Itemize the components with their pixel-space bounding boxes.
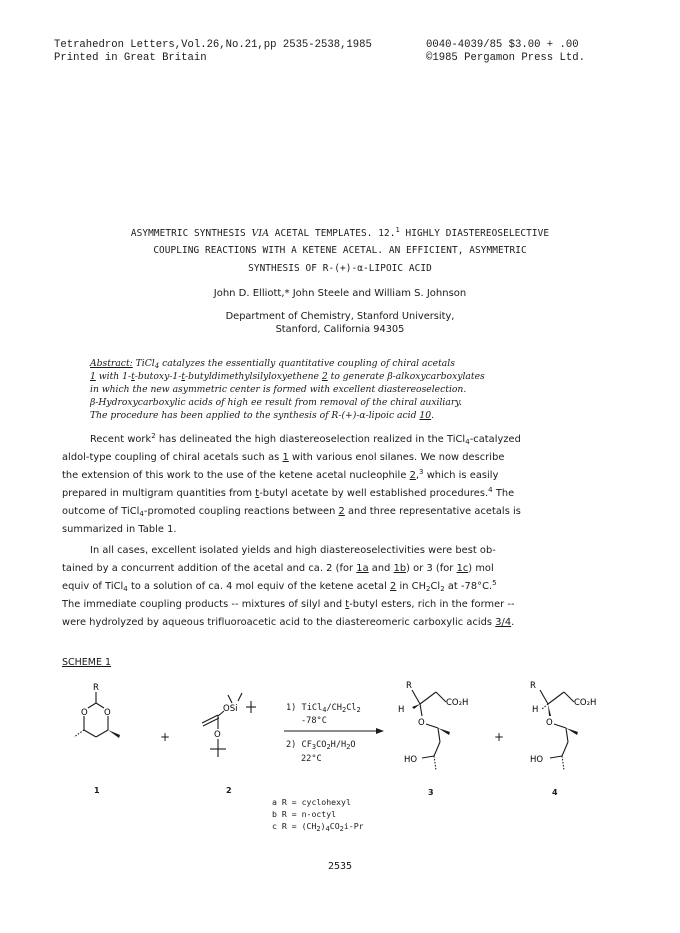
atom-ho: HO	[404, 755, 418, 765]
printed-in: Printed in Great Britain	[54, 52, 207, 64]
compound-2-structure	[196, 683, 266, 773]
compound-label-1: 1	[94, 786, 100, 795]
legend-b: b R = n-octyl	[272, 809, 337, 819]
para1-line-6: summarized in Table 1.	[62, 524, 177, 535]
compound-4-structure	[524, 678, 624, 778]
title-line-3: SYNTHESIS OF R-(+)-α-LIPOIC ACID	[248, 263, 432, 274]
para2-line-3: equiv of TiCl$_4$ to a solution of ca. 4 mol equiv of the ketene acetal 2 in $CH_2Cl_2$ at -78°C.$^5$	[62, 579, 497, 593]
title-line-2: COUPLING REACTIONS WITH A KETENE ACETAL. AN EFFICIENT, ASYMMETRIC	[153, 245, 527, 256]
para2-line-4: The immediate coupling products -- mixtures of silyl and t-butyl esters, rich in the former --	[62, 599, 515, 610]
journal-citation: Tetrahedron Letters,Vol.26,No.21,pp 2535-2538,1985	[54, 39, 372, 51]
issn-price: 0040-4039/85 $3.00 + .00	[426, 39, 579, 51]
authors: John D. Elliott,* John Steele and William S. Johnson	[213, 288, 467, 299]
atom-o: O	[418, 718, 425, 728]
condition-1: 1) $TiCl_4/CH_2Cl_2$	[286, 703, 361, 714]
abstract-line-1: Abstract: TiCl$_4$ catalyzes the essentially quantitative coupling of chiral acetals	[90, 358, 455, 370]
legend-a: a R = cyclohexyl	[272, 797, 351, 807]
compound-label-2: 2	[226, 786, 232, 795]
affiliation-line-2: Stanford, California 94305	[275, 324, 405, 335]
compound-label-4: 4	[552, 788, 558, 797]
abstract-line-4: β-Hydroxycarboxylic acids of high ee result from removal of the chiral auxiliary.	[90, 397, 463, 408]
para2-line-5: were hydrolyzed by aqueous trifluoroacetic acid to the diastereomeric carboxylic acids 3/4.	[62, 617, 515, 628]
atom-co2h: CO₂H	[446, 698, 469, 708]
atom-o: O	[104, 708, 111, 718]
atom-co2h: CO₂H	[574, 698, 597, 708]
para1-line-4: prepared in multigram quantities from t-butyl acetate by well established procedures.$^4$ The	[62, 486, 515, 499]
condition-2-temp: 22°C	[301, 754, 322, 764]
compound-label-3: 3	[428, 788, 434, 797]
abstract-line-5: The procedure has been applied to the synthesis of R-(+)-α-lipoic acid 10.	[90, 410, 435, 421]
page-number: 2535	[327, 861, 353, 872]
atom-h: H	[532, 705, 539, 715]
copyright: ©1985 Pergamon Press Ltd.	[426, 52, 585, 64]
reaction-arrow	[284, 726, 384, 736]
plus-sign: +	[160, 730, 171, 744]
atom-o: O	[214, 730, 221, 740]
atom-osi: OSi	[223, 704, 238, 714]
para1-line-2: aldol-type coupling of chiral acetals such as 1 with various enol silanes. We now describe	[62, 452, 505, 463]
plus-sign: +	[494, 730, 505, 744]
atom-o: O	[546, 718, 553, 728]
condition-2: 2) $CF_3CO_2H/H_2O$	[286, 740, 356, 751]
atom-h: H	[398, 705, 405, 715]
atom-r: R	[406, 681, 412, 691]
abstract-label: Abstract:	[90, 358, 133, 369]
atom-o: O	[81, 708, 88, 718]
abstract-line-3: in which the new asymmetric center is formed with excellent diastereoselection.	[90, 384, 467, 395]
para1-line-3: the extension of this work to the use of the ketene acetal nucleophile 2,$^3$ which is easily	[62, 468, 499, 481]
affiliation-line-1: Department of Chemistry, Stanford University,	[225, 311, 455, 322]
atom-r: R	[93, 683, 99, 693]
para1-line-5: outcome of TiCl$_4$-promoted coupling reactions between 2 and three representative acetals is	[62, 506, 521, 518]
scheme-label: SCHEME 1	[62, 657, 112, 668]
title-line-1: ASYMMETRIC SYNTHESIS VIA ACETAL TEMPLATES. 12.$^1$ HIGHLY DIASTEREOSELECTIVE	[130, 226, 550, 239]
para1-line-1: Recent work$^2$ has delineated the high diastereoselection realized in the TiCl$_4$-catalyzed	[90, 432, 521, 446]
condition-1-temp: -78°C	[301, 716, 327, 726]
atom-r: R	[530, 681, 536, 691]
compound-1-structure	[64, 680, 124, 780]
abstract-line-2: 1 with 1-t-butoxy-1-t-butyldimethylsilyloxyethene 2 to generate β-alkoxycarboxylates	[90, 371, 485, 382]
para2-line-1: In all cases, excellent isolated yields and high diastereoselectivities were best ob-	[90, 545, 496, 556]
para2-line-2: tained by a concurrent addition of the acetal and ca. 2 (for 1a and 1b) or 3 (for 1c) mol	[62, 563, 494, 574]
atom-ho: HO	[530, 755, 544, 765]
legend-c: c $R = (CH_2)_4CO_2i-Pr$	[272, 821, 364, 833]
compound-3-structure	[396, 678, 496, 778]
